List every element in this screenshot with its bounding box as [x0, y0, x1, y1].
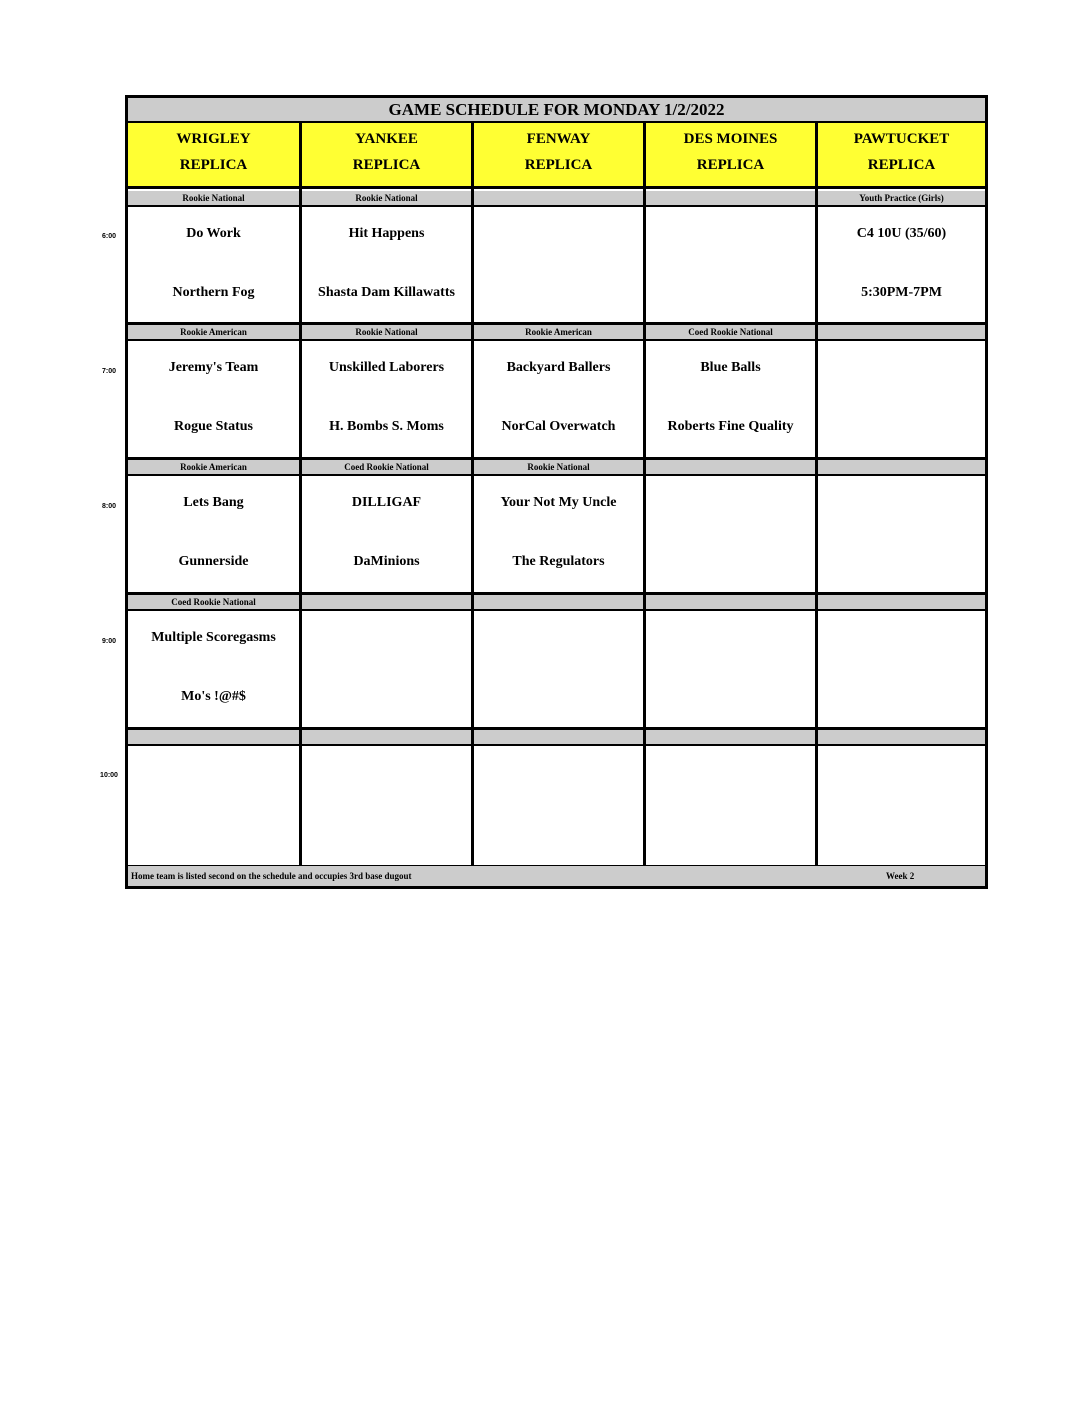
- league-label: Youth Practice (Girls): [818, 191, 985, 207]
- league-label: Rookie American: [474, 325, 643, 341]
- away-team: C4 10U (35/60): [856, 226, 947, 241]
- away-team: Backyard Ballers: [506, 360, 611, 375]
- home-team: DaMinions: [353, 554, 420, 569]
- week-label: Week 2: [886, 871, 915, 881]
- league-label: [302, 730, 471, 746]
- league-label: [128, 730, 299, 746]
- league-label: [646, 595, 815, 611]
- time-label: 9:00: [101, 638, 116, 645]
- home-team: Shasta Dam Killawatts: [318, 285, 455, 300]
- league-label: Rookie American: [128, 460, 299, 476]
- field-header-0: [128, 123, 299, 189]
- league-label: Coed Rookie National: [646, 325, 815, 341]
- column-divider: [643, 123, 646, 866]
- home-team: Mo's !@#$: [181, 689, 246, 704]
- away-team: Jeremy's Team: [168, 360, 259, 375]
- time-label: 10:00: [100, 772, 118, 779]
- away-team: Blue Balls: [700, 360, 761, 375]
- home-team: NorCal Overwatch: [501, 419, 616, 434]
- column-divider: [815, 123, 818, 866]
- home-team: The Regulators: [512, 554, 605, 569]
- league-label: [818, 595, 985, 611]
- field-type: REPLICA: [867, 157, 936, 173]
- league-label: Rookie National: [474, 460, 643, 476]
- column-divider: [471, 123, 474, 866]
- home-team: Rogue Status: [174, 419, 253, 434]
- field-type: REPLICA: [179, 157, 248, 173]
- field-type: REPLICA: [524, 157, 593, 173]
- away-team: Unskilled Laborers: [328, 360, 445, 375]
- away-team: DILLIGAF: [351, 495, 422, 510]
- league-label: [302, 595, 471, 611]
- league-label: [474, 595, 643, 611]
- league-label: Rookie National: [302, 325, 471, 341]
- time-label: 7:00: [101, 368, 116, 375]
- league-label: [818, 325, 985, 341]
- away-team: Multiple Scoregasms: [151, 630, 276, 645]
- column-divider: [299, 123, 302, 866]
- away-team: Do Work: [186, 226, 241, 241]
- league-label: Coed Rookie National: [302, 460, 471, 476]
- field-header-3: [646, 123, 815, 189]
- away-team: Hit Happens: [348, 226, 425, 241]
- schedule-title: GAME SCHEDULE FOR MONDAY 1/2/2022: [128, 98, 985, 123]
- league-label: [646, 730, 815, 746]
- league-label: Rookie National: [128, 191, 299, 207]
- league-label: [474, 730, 643, 746]
- field-name: WRIGLEY: [176, 131, 251, 147]
- league-label: [646, 191, 815, 207]
- field-name: YANKEE: [355, 131, 418, 147]
- time-label: 6:00: [101, 233, 116, 240]
- league-label: [818, 460, 985, 476]
- league-label: Coed Rookie National: [128, 595, 299, 611]
- home-team: H. Bombs S. Moms: [329, 419, 444, 434]
- field-type: REPLICA: [696, 157, 765, 173]
- field-header-2: [474, 123, 643, 189]
- away-team: Your Not My Uncle: [500, 495, 617, 510]
- home-team: Roberts Fine Quality: [667, 419, 794, 434]
- home-team: Gunnerside: [178, 554, 249, 569]
- league-label: Rookie National: [302, 191, 471, 207]
- field-header-1: [302, 123, 471, 189]
- schedule-footer: [128, 866, 985, 886]
- field-header-4: [818, 123, 985, 189]
- home-team: 5:30PM-7PM: [861, 285, 942, 300]
- away-team: Lets Bang: [183, 495, 244, 510]
- field-type: REPLICA: [352, 157, 421, 173]
- league-label: [818, 730, 985, 746]
- schedule-grid: [125, 95, 988, 889]
- league-label: Rookie American: [128, 325, 299, 341]
- field-name: PAWTUCKET: [853, 131, 950, 147]
- league-label: [646, 460, 815, 476]
- field-name: FENWAY: [526, 131, 591, 147]
- league-label: [474, 191, 643, 207]
- home-team-note: Home team is listed second on the schedule and occupies 3rd base dugout: [131, 871, 412, 881]
- home-team: Northern Fog: [172, 285, 255, 300]
- time-label: 8:00: [101, 503, 116, 510]
- field-name: DES MOINES: [683, 131, 778, 147]
